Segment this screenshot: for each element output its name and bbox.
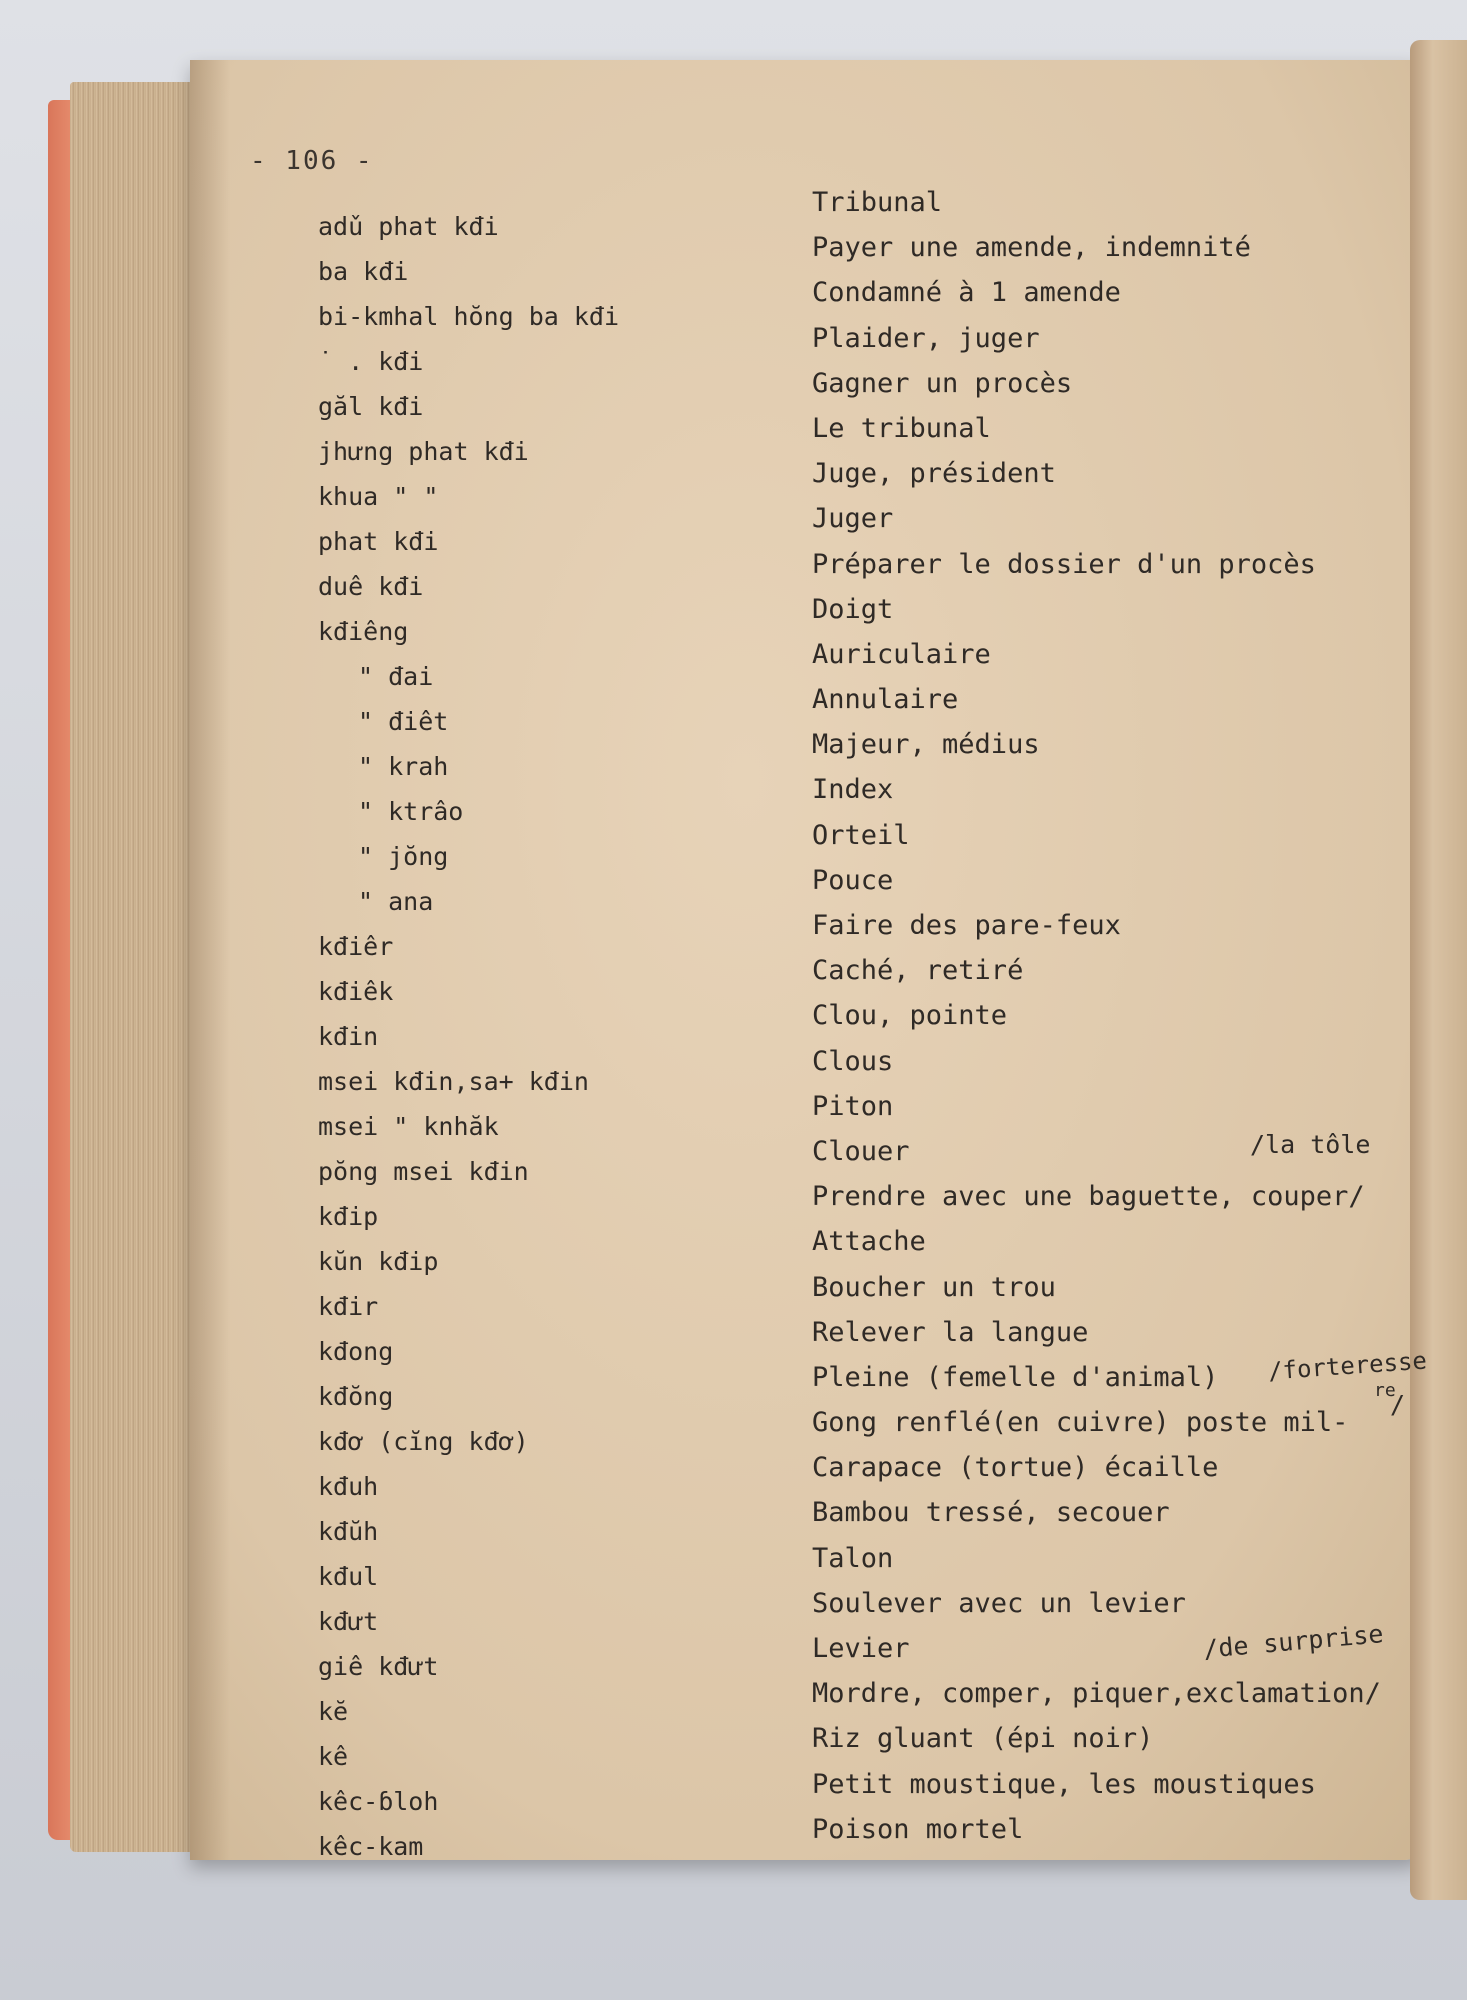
margin-note-re: re bbox=[1374, 1380, 1396, 1401]
headword: kđuh bbox=[318, 1472, 379, 1501]
translation: Doigt bbox=[812, 593, 894, 625]
translation: Piton bbox=[812, 1090, 894, 1122]
translation: Caché, retiré bbox=[812, 955, 1024, 987]
translation: Annulaire bbox=[812, 684, 959, 716]
headword: kŭn kđip bbox=[318, 1247, 439, 1276]
translation: Bambou tressé, secouer bbox=[812, 1497, 1170, 1529]
headword: găl kđi bbox=[318, 392, 424, 421]
headword: kđip bbox=[318, 1202, 379, 1231]
headword: phat kđi bbox=[318, 527, 439, 556]
translation: Poison mortel bbox=[812, 1813, 1024, 1845]
french-translations-column bbox=[812, 180, 1381, 1852]
margin-note-de-surprise: /de surprise bbox=[1202, 1619, 1385, 1664]
headword: " điêt bbox=[358, 707, 449, 736]
translation: Attache bbox=[812, 1226, 926, 1258]
headword: kđin bbox=[318, 1022, 379, 1051]
headword: kêc-ɓloh bbox=[318, 1787, 439, 1816]
headword: ba kđi bbox=[318, 257, 409, 286]
translation: Boucher un trou bbox=[812, 1271, 1056, 1303]
page-stack-edge bbox=[70, 82, 200, 1852]
translation: Orteil bbox=[812, 819, 910, 851]
translation: Carapace (tortue) écaille bbox=[812, 1452, 1219, 1484]
headword: kđong bbox=[318, 1337, 394, 1366]
headword: duê kđi bbox=[318, 572, 424, 601]
headword: " ana bbox=[358, 887, 434, 916]
headword: " krah bbox=[358, 752, 449, 781]
headword: kđŭh bbox=[318, 1517, 379, 1546]
translation: Petit moustique, les moustiques bbox=[812, 1768, 1316, 1800]
headword: kđul bbox=[318, 1562, 379, 1591]
headword: kđiêr bbox=[318, 932, 394, 961]
headword: msei kđin,sa+ kđin bbox=[318, 1067, 589, 1096]
headword: kđiêng bbox=[318, 617, 409, 646]
page-gutter-shadow bbox=[190, 60, 230, 1860]
headword: kĕ bbox=[318, 1697, 349, 1726]
translation: Gagner un procès bbox=[812, 367, 1073, 399]
translation: Clous bbox=[812, 1045, 894, 1077]
headword: pŏng msei kđin bbox=[318, 1157, 529, 1186]
translation: Riz gluant (épi noir) bbox=[812, 1723, 1154, 1755]
headword: giê kđưt bbox=[318, 1652, 439, 1681]
translation: Auriculaire bbox=[812, 638, 991, 670]
headword: kđơ (cĭng kđơ) bbox=[318, 1427, 529, 1456]
headword: jhưng phat kđi bbox=[318, 437, 529, 466]
translation: Clouer bbox=[812, 1135, 910, 1167]
headword: kđir bbox=[318, 1292, 379, 1321]
headword: kđiêk bbox=[318, 977, 394, 1006]
headword: ˙ . kđi bbox=[318, 347, 424, 376]
vietnamese-headwords-column bbox=[318, 204, 798, 1869]
headword: kê bbox=[318, 1742, 349, 1771]
translation: Pouce bbox=[812, 864, 894, 896]
translation: Juge, président bbox=[812, 458, 1056, 490]
translation: Payer une amende, indemnité bbox=[812, 232, 1251, 264]
headword: " đai bbox=[358, 662, 434, 691]
headword: " jŏng bbox=[358, 842, 449, 871]
translation: Levier bbox=[812, 1633, 910, 1664]
translation: Relever la langue bbox=[812, 1316, 1089, 1348]
translation: Plaider, juger bbox=[812, 322, 1040, 354]
translation: Mordre, comper, piquer,exclamation/ bbox=[812, 1678, 1381, 1710]
translation: Majeur, médius bbox=[812, 729, 1040, 761]
translation: Faire des pare-feux bbox=[812, 910, 1121, 941]
headword: adǔ phat kđi bbox=[318, 212, 499, 241]
headword: kđŏng bbox=[318, 1382, 394, 1411]
translation: Soulever avec un levier bbox=[812, 1587, 1186, 1619]
headword: khua " " bbox=[318, 482, 439, 511]
translation: Tribunal bbox=[812, 187, 943, 218]
translation: Préparer le dossier d'un procès bbox=[812, 548, 1316, 580]
translation: Gong renflé(en cuivre) poste mil- bbox=[812, 1407, 1349, 1439]
translation: Prendre avec une baguette, couper/ bbox=[812, 1181, 1365, 1213]
translation: Index bbox=[812, 774, 894, 806]
margin-note-la-tole: /la tôle bbox=[1250, 1130, 1371, 1159]
translation: Condamné à 1 amende bbox=[812, 277, 1121, 309]
translation: Le tribunal bbox=[812, 412, 991, 444]
margin-note-slash: / bbox=[1390, 1390, 1406, 1419]
headword: kđưt bbox=[318, 1607, 379, 1636]
facing-page-edge bbox=[1410, 40, 1467, 1900]
translation: Clou, pointe bbox=[812, 1000, 1008, 1032]
margin-note-forteresse: /forteresse bbox=[1267, 1346, 1428, 1386]
translation: Juger bbox=[812, 503, 894, 535]
translation: Talon bbox=[812, 1542, 894, 1574]
headword: " ktrâo bbox=[358, 797, 464, 826]
page-number-header: - 106 - bbox=[250, 146, 374, 176]
headword: bi-kmhal hŏng ba kđi bbox=[318, 302, 620, 331]
translation: Pleine (femelle d'animal) bbox=[812, 1361, 1219, 1393]
headword: kêc-kam bbox=[318, 1832, 424, 1861]
headword: msei " knhăk bbox=[318, 1112, 499, 1141]
